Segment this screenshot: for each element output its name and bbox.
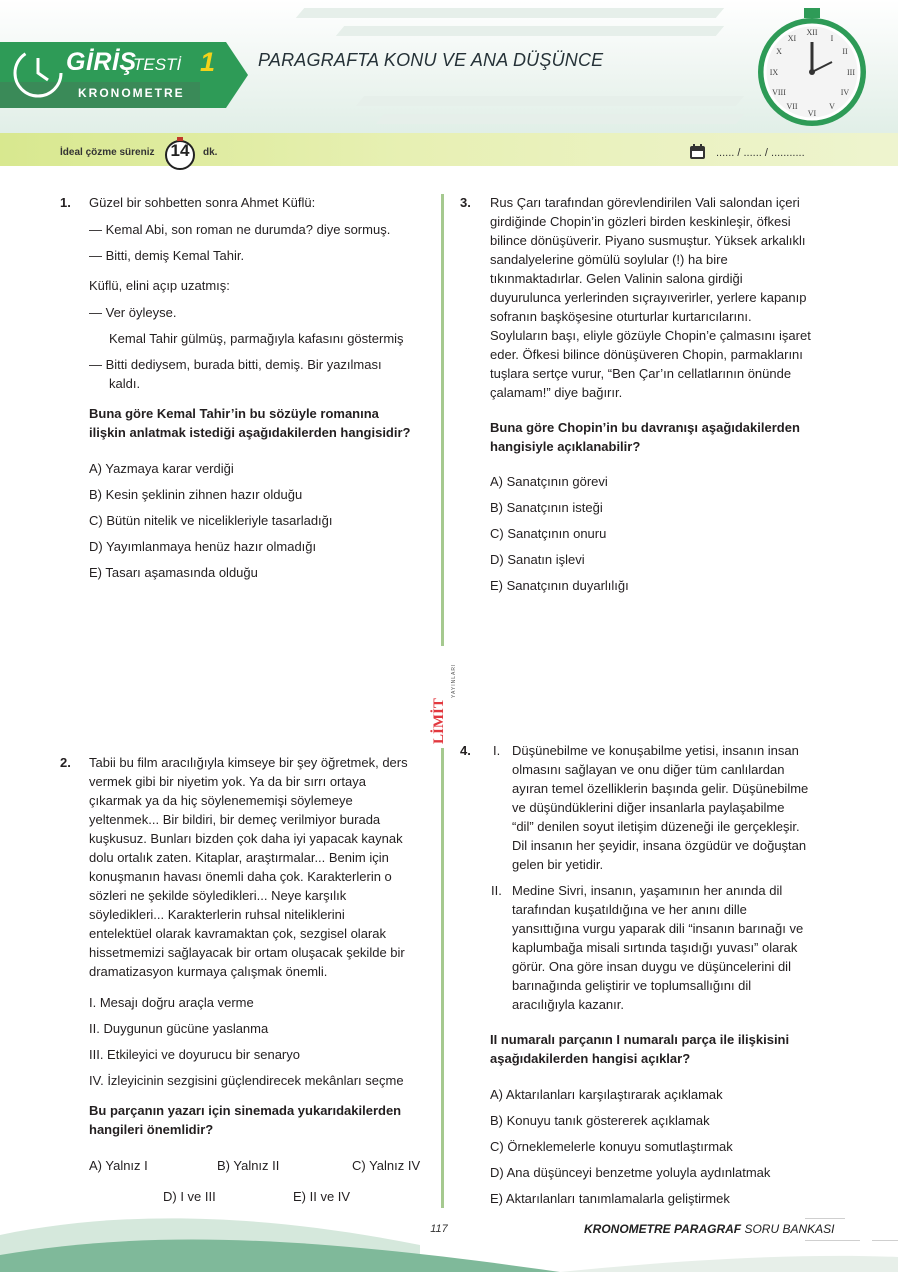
svg-text:V: V	[829, 102, 835, 111]
q2-text: dramatizasyon kurmaya çalışmak önemli.	[89, 964, 328, 979]
question-number: 1.	[60, 195, 71, 210]
q4-option-e[interactable]: E) Aktarılanları tanımlamalarla geliştirmek	[490, 1191, 730, 1206]
q2-text: Tabii bu film aracılığıyla kimseye bir şey öğretmek, ders	[89, 755, 408, 770]
svg-text:VII: VII	[786, 102, 798, 111]
calendar-icon	[689, 143, 706, 160]
footer-title	[584, 1222, 834, 1236]
svg-text:XII: XII	[806, 28, 818, 37]
q2-text: vermek gibi bir niyetim yok. Ya da bir sırrı ortaya	[89, 774, 366, 789]
q2-option-d[interactable]: D) I ve III	[163, 1189, 216, 1204]
q2-question: hangileri önemlidir?	[89, 1122, 214, 1137]
q3-question: hangisiyle açıklanabilir?	[490, 439, 641, 454]
q4-option-b[interactable]: B) Konuyu tanık göstererek açıklamak	[490, 1113, 710, 1128]
q3-question: Buna göre Chopin’in bu davranışı aşağıdakilerden	[490, 420, 800, 435]
q1-text: Güzel bir sohbetten sonra Ahmet Küflü:	[89, 195, 316, 210]
q1-option-a[interactable]: A) Yazmaya karar verdiği	[89, 461, 234, 476]
q2-question: Bu parçanın yazarı için sinemada yukarıdakilerden	[89, 1103, 402, 1118]
svg-text:II: II	[842, 47, 848, 56]
q4-part-label: II.	[491, 883, 502, 898]
test-number: 1	[200, 47, 216, 77]
page-number: 117	[430, 1223, 448, 1235]
q3-text: girdiğinde Chopin’in gözleri birden keskinleşir, öfkesi	[490, 214, 791, 229]
q2-text: sözleri ne şekilde söyledikleri... Neye karşılık	[89, 888, 347, 903]
q1-text: — Bitti, demiş Kemal Tahir.	[89, 248, 245, 263]
svg-text:IX: IX	[769, 68, 779, 77]
publisher-name: LİMİT	[431, 698, 447, 744]
q1-text: — Kemal Abi, son roman ne durumda? diye sormuş.	[89, 222, 391, 237]
header-stripe	[356, 96, 744, 106]
date-field: ...... / ...... / ...........	[716, 147, 805, 159]
q3-text: sofranın başköşesine oturturlar kurtarıcılarını.	[490, 309, 752, 324]
q4-part1-text: ayıran temel özelliklerin başında gelir. Düşünebilme	[512, 781, 809, 796]
q3-text: sandalyelerine gömülü soylular (!) ha bire	[490, 252, 728, 267]
q3-text: Soyluların başı, eliyle gözüyle Chopin’e çalmasını işaret	[490, 328, 811, 343]
footer-title-rest: SORU BANKASI	[741, 1222, 835, 1236]
q4-part2-text: kaplumbağa misali sırtında taşıdığı yuvası” olarak	[512, 940, 798, 955]
q1-option-c[interactable]: C) Bütün nitelik ve nicelikleriyle tasarladığı	[89, 513, 333, 528]
clock-icon	[752, 2, 872, 130]
q1-option-e[interactable]: E) Tasarı aşamasında olduğu	[89, 565, 258, 580]
q3-text: bilince dönüşüverir. Piyano susmuştur. Yüksek arkalıklı	[490, 233, 806, 248]
footer-rule	[805, 1218, 845, 1219]
q4-part2-text: görür. Ona göre insan duygu ve düşüncelerini dil	[512, 959, 791, 974]
q4-part1-text: “dil” denilen soyut iletişim düzeneği ile gerçekleşir.	[512, 819, 800, 834]
q4-option-d[interactable]: D) Ana düşünceyi benzetme yoluyla aydınlatmak	[490, 1165, 771, 1180]
q1-text: — Ver öyleyse.	[89, 305, 177, 320]
q2-text: yeltenmek... Bir bildiri, bir demeç verilmiyor burada	[89, 812, 381, 827]
minutes-unit: dk.	[203, 147, 218, 158]
q3-text: Rus Çarı tarafından görevlendirilen Vali salondan içeri	[490, 195, 800, 210]
q2-item: IV. İzleyicinin sezgisini güçlendirecek mekânları seçme	[89, 1073, 404, 1088]
column-divider	[441, 748, 444, 1208]
q2-option-a[interactable]: A) Yalnız I	[89, 1158, 148, 1173]
footer-wave	[0, 1205, 898, 1272]
question-number: 4.	[460, 743, 471, 758]
page-title: PARAGRAFTA KONU VE ANA DÜŞÜNCE	[258, 50, 604, 70]
q2-text: dolu ortalık zaten. Kitaplar, araştırmalar... Benim için	[89, 850, 389, 865]
q4-option-a[interactable]: A) Aktarılanları karşılaştırarak açıklamak	[490, 1087, 723, 1102]
svg-text:VIII: VIII	[772, 88, 786, 97]
q2-option-c[interactable]: C) Yalnız IV	[352, 1158, 421, 1173]
q3-text: eder. Öfkesi bilince dönüşüveren Chopin, parmaklarını	[490, 347, 803, 362]
question-number: 2.	[60, 755, 71, 770]
q1-option-b[interactable]: B) Kesin şeklinin zihnen hazır olduğu	[89, 487, 303, 502]
question-number: 3.	[460, 195, 471, 210]
q3-text: tıkınmaktadırlar. Gelen Valinin salona girdiği	[490, 271, 743, 286]
q1-text: Küflü, elini açıp uzatmış:	[89, 278, 230, 293]
q4-part1-text: Dil insanın her şeyidir, insana özgüdür ve doğuştan	[512, 838, 807, 853]
q4-part1-text: gelen bir yetidir.	[512, 857, 604, 872]
svg-text:I: I	[830, 34, 834, 43]
q1-option-d[interactable]: D) Yayımlanmaya henüz hazır olmadığı	[89, 539, 317, 554]
q4-part2-text: tarafından kuşatıldığına ve her anını dille	[512, 902, 747, 917]
q4-question: II numaralı parçanın I numaralı parça ile ilişkisini	[490, 1032, 790, 1047]
header-stripe	[376, 114, 744, 124]
q2-text: konuşmanın havası önemli daha çok. Karakterlerin o	[89, 869, 392, 884]
svg-text:XI: XI	[787, 34, 797, 43]
q2-option-b[interactable]: B) Yalnız II	[217, 1158, 280, 1173]
q1-text: Kemal Tahir gülmüş, parmağıyla kafasını göstermiş	[109, 331, 404, 346]
q2-option-e[interactable]: E) II ve IV	[293, 1189, 351, 1204]
q4-part2-text: yansıttığına vurgu yaparak dili “insanın barınağı ve	[512, 921, 804, 936]
publisher-logo	[425, 652, 461, 746]
footer-rule	[805, 1240, 860, 1241]
giris-label: GİRİŞ	[66, 48, 137, 76]
svg-text:VI: VI	[807, 109, 817, 118]
testi-label: TESTİ	[133, 55, 182, 74]
q2-item: III. Etkileyici ve doyurucu bir senaryo	[89, 1047, 300, 1062]
q4-part1-text: Düşünebilme ve konuşabilme yetisi, insanın insan	[512, 743, 799, 758]
q4-part2-text: barınağında geliştirir ve toplumsallığını dil	[512, 978, 752, 993]
publisher-subtitle: YAYINLARI	[451, 663, 457, 698]
q3-text: tuşlara sertçe vurur, “Ben Çar’ın cellatlarının önünde	[490, 366, 792, 381]
q2-text: söyledikleri... Karakterlerin ruhsal niteliklerini	[89, 907, 345, 922]
q3-option-d[interactable]: D) Sanatın işlevi	[490, 552, 585, 567]
q3-text: duyurulunca yerlerinden sıçrayıverirler, yerlere kapanıp	[490, 290, 807, 305]
q4-option-c[interactable]: C) Örneklemelerle konuyu somutlaştırmak	[490, 1139, 733, 1154]
svg-text:III: III	[847, 68, 855, 77]
q1-text: kaldı.	[109, 376, 141, 391]
q2-text: kuşkusuz. Bunları bizden çok daha iyi yapacak kaynak	[89, 831, 403, 846]
q2-item: I. Mesajı doğru araçla verme	[89, 995, 254, 1010]
q3-option-e[interactable]: E) Sanatçının duyarlılığı	[490, 578, 629, 593]
column-divider	[441, 194, 444, 646]
ideal-minutes: 14	[170, 141, 190, 160]
q2-text: çıkarmak ya da hiç söylenememişi söylemeye	[89, 793, 353, 808]
q3-option-a[interactable]: A) Sanatçının görevi	[490, 474, 608, 489]
q2-text: entelektüel olarak kavramaktan çok, sezgisel olarak	[89, 926, 386, 941]
q3-option-c[interactable]: C) Sanatçının onuru	[490, 526, 607, 541]
q3-option-b[interactable]: B) Sanatçının isteği	[490, 500, 603, 515]
footer-title-bold: KRONOMETRE PARAGRAF	[584, 1222, 742, 1236]
footer-rule	[872, 1240, 898, 1241]
q2-item: II. Duygunun gücüne yaslanma	[89, 1021, 269, 1036]
header-stripe	[296, 8, 724, 18]
svg-text:IV: IV	[840, 88, 850, 97]
q4-part2-text: aracılığıyla kazanır.	[512, 997, 624, 1012]
ideal-time-label: İdeal çözme süreniz	[60, 147, 155, 158]
q3-text: çalamam!” diye bağırır.	[490, 385, 623, 400]
q4-part-label: I.	[493, 743, 501, 758]
q4-part2-text: Medine Sivri, insanın, yaşamının her anında dil	[512, 883, 783, 898]
q4-question: aşağıdakilerden hangisi açıklar?	[490, 1051, 691, 1066]
q2-text: hissetmemizi sağlayacak bir ortam oluşacak şekilde bir	[89, 945, 405, 960]
q1-text: — Bitti dediysem, burada bitti, demiş. Bir yazılması	[89, 357, 382, 372]
q1-question: ilişkin anlatmak istediği aşağıdakilerden hangisidir?	[89, 425, 411, 440]
q4-part1-text: ve düşündüklerini diğer insanlarla paylaşabilme	[512, 800, 785, 815]
q1-question: Buna göre Kemal Tahir’in bu sözüyle romanına	[89, 406, 379, 421]
brand-label: KRONOMETRE	[78, 86, 185, 100]
svg-text:X: X	[776, 47, 782, 56]
header-stripe	[336, 26, 724, 36]
q4-part1-text: olmasını sağlayan ve onu diğer tüm canlılardan	[512, 762, 785, 777]
